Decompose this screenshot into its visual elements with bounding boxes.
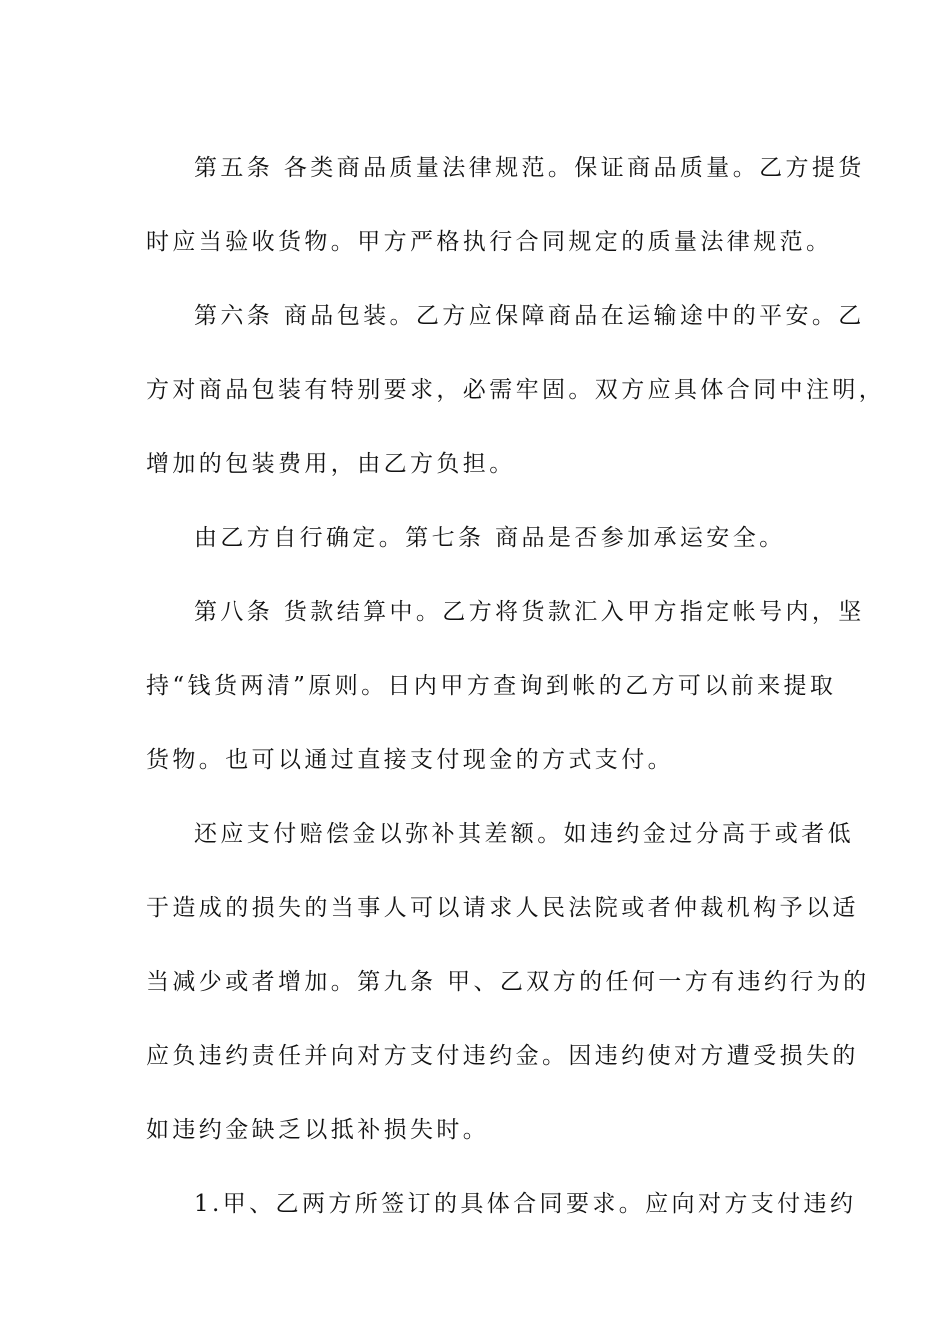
- text-line: 第六条 商品包装。乙方应保障商品在运输途中的平安。乙: [194, 303, 865, 329]
- document-body: [146, 131, 886, 1241]
- text-line: 如违约金缺乏以抵补损失时。: [146, 1117, 490, 1143]
- text-line: 持“钱货两清”原则。日内甲方查询到帐的乙方可以前来提取: [146, 673, 837, 699]
- text-line: 当减少或者增加。第九条 甲、乙双方的任何一方有违约行为的: [146, 969, 870, 995]
- text-line: 时应当验收货物。甲方严格执行合同规定的质量法律规范。: [146, 229, 833, 255]
- text-line: 1.甲、乙两方所签订的具体合同要求。应向对方支付违约: [194, 1191, 857, 1217]
- text-line: 第五条 各类商品质量法律规范。保证商品质量。乙方提货: [194, 155, 865, 181]
- text-line: 由乙方自行确定。第七条 商品是否参加承运安全。: [194, 525, 786, 551]
- text-line: 于造成的损失的当事人可以请求人民法院或者仲裁机构予以适: [146, 895, 859, 921]
- text-line: 增加的包装费用，由乙方负担。: [146, 451, 516, 477]
- text-line: 第八条 货款结算中。乙方将货款汇入甲方指定帐号内，坚: [194, 599, 865, 625]
- text-line: 方对商品包装有特别要求，必需牢固。双方应具体合同中注明，: [146, 377, 886, 403]
- text-line: 货物。也可以通过直接支付现金的方式支付。: [146, 747, 674, 773]
- text-line: 应负违约责任并向对方支付违约金。因违约使对方遭受损失的: [146, 1043, 859, 1069]
- text-line: 还应支付赔偿金以弥补其差额。如违约金过分高于或者低: [194, 821, 854, 847]
